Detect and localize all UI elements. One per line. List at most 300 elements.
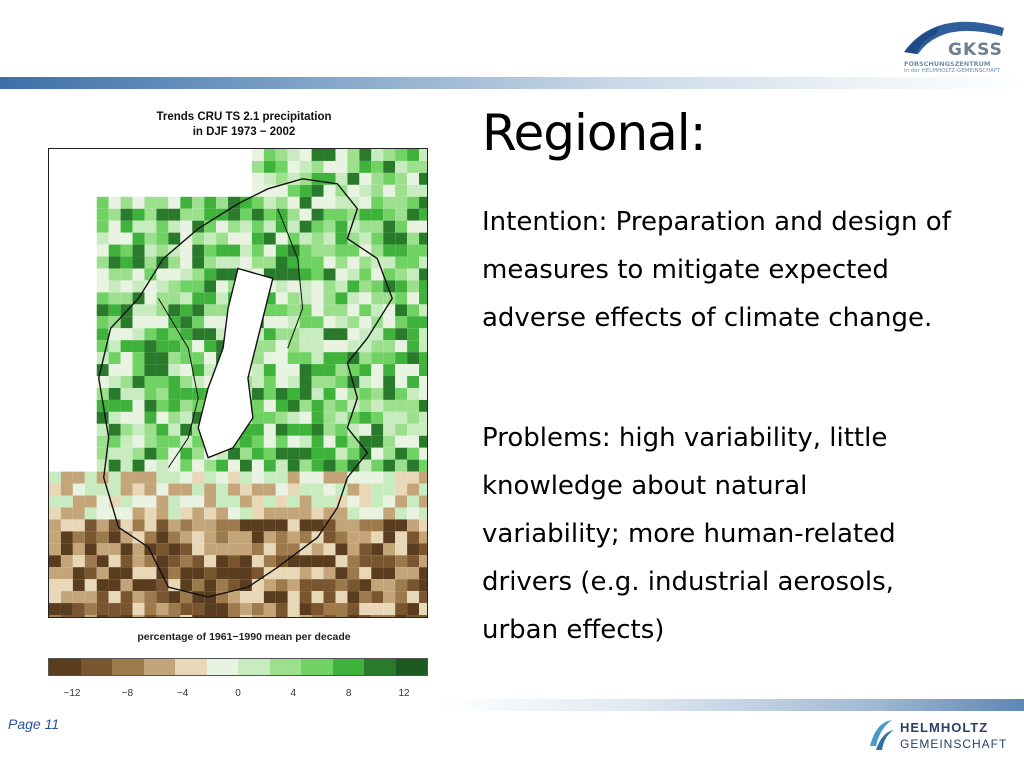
map-cell [383,161,395,173]
map-cell [288,197,300,209]
map-cell [73,531,85,543]
map-cell [252,603,264,615]
map-cell [335,197,347,209]
map-cell [359,412,371,424]
map-cell [264,316,276,328]
map-cell [168,484,180,496]
map-cell [419,352,428,364]
map-cell [97,197,109,209]
map-cell [121,268,133,280]
map-cell [121,496,133,508]
map-cell [192,268,204,280]
map-cell [312,197,324,209]
map-cell [240,197,252,209]
map-cell [407,161,419,173]
map-cell [49,567,61,579]
figure-title-line-2: in DJF 1973 − 2002 [192,126,296,138]
map-cell [216,519,228,531]
map-cell [85,579,97,591]
logo-wordmark: GKSS [948,40,1003,60]
map-cell [144,460,156,472]
map-cell [276,280,288,292]
map-cell [49,579,61,591]
map-cell [383,257,395,269]
map-cell [288,436,300,448]
map-cell [252,233,264,245]
map-cell [192,448,204,460]
map-cell [192,304,204,316]
map-cell [252,364,264,376]
map-cell [276,412,288,424]
map-cell [371,591,383,603]
colorbar-swatch [238,659,270,675]
map-cell [168,209,180,221]
map-cell [168,543,180,555]
map-cell [276,233,288,245]
map-cell [240,555,252,567]
map-cell [324,615,336,618]
map-cell [133,388,145,400]
map-cell [371,543,383,555]
map-cell [300,233,312,245]
map-cell [419,507,428,519]
map-cell [395,603,407,615]
map-cell [121,436,133,448]
map-cell [276,424,288,436]
map-cell [264,233,276,245]
map-cell [312,173,324,185]
map-cell [371,173,383,185]
map-cell [97,615,109,618]
map-cell [252,448,264,460]
map-cell [109,340,121,352]
map-cell [324,221,336,233]
map-cell [180,555,192,567]
map-cell [419,496,428,508]
map-cell [347,161,359,173]
map-cell [324,412,336,424]
map-cell [168,364,180,376]
map-cell [419,197,428,209]
map-cell [324,257,336,269]
map-cell [383,173,395,185]
map-cell [204,579,216,591]
map-cell [180,472,192,484]
map-cell [109,424,121,436]
colorbar [48,658,428,676]
map-cell [395,364,407,376]
map-cell [359,496,371,508]
map-cell [300,412,312,424]
map-cell [383,591,395,603]
map-cell [347,149,359,161]
map-cell [240,233,252,245]
map-cell [419,388,428,400]
map-cell [276,400,288,412]
map-cell [180,197,192,209]
map-cell [371,412,383,424]
map-cell [252,555,264,567]
map-cell [228,543,240,555]
map-cell [359,257,371,269]
colorbar-tick-label: 0 [235,688,241,699]
map-cell [395,400,407,412]
map-cell [288,209,300,221]
map-cell [192,615,204,618]
map-cell [144,233,156,245]
map-cell [312,292,324,304]
map-cell [228,615,240,618]
map-cell [395,209,407,221]
colorbar-swatch [270,659,302,675]
map-cell [335,221,347,233]
map-cell [371,460,383,472]
map-cell [276,376,288,388]
map-cell [240,436,252,448]
map-cell [407,304,419,316]
map-cell [204,340,216,352]
map-cell [97,507,109,519]
map-cell [371,507,383,519]
map-cell [133,507,145,519]
map-cell [419,376,428,388]
map-cell [133,519,145,531]
map-cell [216,603,228,615]
map-cell [276,567,288,579]
map-cell [395,519,407,531]
map-cell [276,484,288,496]
map-cell [97,209,109,221]
map-cell [264,376,276,388]
map-cell [324,268,336,280]
bottom-accent-bar [440,699,1024,711]
figure-title-line-1: Trends CRU TS 2.1 precipitation [156,111,332,123]
map-cell [204,603,216,615]
map-cell [359,507,371,519]
map-cell [156,567,168,579]
map-cell [264,460,276,472]
map-cell [156,424,168,436]
map-cell [97,364,109,376]
map-cell [156,209,168,221]
map-cell [156,448,168,460]
map-cell [168,567,180,579]
map-cell [180,316,192,328]
map-cell [371,424,383,436]
map-cell [240,507,252,519]
map-cell [49,555,61,567]
map-cell [133,221,145,233]
map-cell [312,472,324,484]
map-cell [335,460,347,472]
map-cell [133,472,145,484]
map-cell [168,280,180,292]
map-cell [133,352,145,364]
map-cell [407,257,419,269]
map-cell [324,161,336,173]
map-cell [133,364,145,376]
map-cell [312,555,324,567]
map-cell [168,328,180,340]
map-cell [312,460,324,472]
logo-subtitle-2: in der HELMHOLTZ-GEMEINSCHAFT [904,68,1001,74]
map-cell [288,543,300,555]
map-cell [156,412,168,424]
map-cell [121,615,133,618]
map-cell [383,316,395,328]
map-cell [383,436,395,448]
map-cell [264,472,276,484]
map-cell [359,472,371,484]
map-cell [168,412,180,424]
map-cell [121,388,133,400]
map-cell [204,555,216,567]
map-cell [121,424,133,436]
map-cell [324,328,336,340]
map-cell [121,352,133,364]
map-cell [264,507,276,519]
map-cell [133,615,145,618]
map-cell [407,543,419,555]
map-cell [407,400,419,412]
map-cell [240,209,252,221]
map-cell [359,364,371,376]
map-cell [121,591,133,603]
map-cell [180,292,192,304]
map-cell [419,328,428,340]
map-cell [252,496,264,508]
map-cell [347,185,359,197]
map-cell [109,412,121,424]
map-cell [288,400,300,412]
map-cell [168,507,180,519]
map-cell [121,412,133,424]
map-cell [276,543,288,555]
map-cell [300,161,312,173]
map-cell [192,507,204,519]
map-cell [383,233,395,245]
map-cell [335,615,347,618]
map-cell [359,519,371,531]
map-cell [121,579,133,591]
map-cell [312,316,324,328]
map-cell [97,436,109,448]
map-cell [300,197,312,209]
map-cell [49,496,61,508]
map-cell [97,496,109,508]
map-cell [419,484,428,496]
map-cell [407,615,419,618]
map-cell [347,173,359,185]
map-cell [335,245,347,257]
map-cell [300,424,312,436]
map-cell [383,400,395,412]
map-cell [371,567,383,579]
map-cell [168,472,180,484]
map-cell [180,448,192,460]
map-cell [288,376,300,388]
map-cell [276,352,288,364]
map-cell [419,316,428,328]
map-cell [324,233,336,245]
map-cell [109,615,121,618]
map-cell [252,484,264,496]
colorbar-swatch [49,659,81,675]
map-cell [252,412,264,424]
map-cell [335,328,347,340]
map-cell [276,579,288,591]
map-cell [97,257,109,269]
map-cell [85,472,97,484]
map-cell [395,484,407,496]
map-cell [133,496,145,508]
map-cell [121,484,133,496]
map-cell [383,543,395,555]
map-cell [407,591,419,603]
slide-heading: Regional: [482,104,706,162]
map-cell [97,412,109,424]
map-cell [109,233,121,245]
map-cell [407,209,419,221]
map-cell [144,364,156,376]
map-cell [324,185,336,197]
map-cell [216,304,228,316]
map-cell [85,496,97,508]
map-cell [49,472,61,484]
colorbar-swatch [144,659,176,675]
map-cell [109,245,121,257]
map-cell [49,603,61,615]
trend-map [48,148,428,618]
map-cell [180,579,192,591]
map-cell [324,436,336,448]
map-cell [264,400,276,412]
map-cell [407,364,419,376]
map-cell [61,519,73,531]
map-cell [168,424,180,436]
map-cell [312,543,324,555]
map-cell [240,448,252,460]
map-cell [419,257,428,269]
map-cell [359,280,371,292]
map-cell [168,531,180,543]
map-cell [180,376,192,388]
map-cell [109,460,121,472]
map-cell [133,376,145,388]
map-cell [312,149,324,161]
map-cell [312,567,324,579]
map-cell [192,328,204,340]
map-cell [276,436,288,448]
map-cell [240,615,252,618]
map-cell [216,531,228,543]
map-cell [347,352,359,364]
map-cell [335,376,347,388]
map-cell [312,209,324,221]
map-cell [312,364,324,376]
map-cell [156,245,168,257]
map-cell [252,615,264,618]
map-cell [49,543,61,555]
map-cell [395,233,407,245]
map-cell [395,316,407,328]
map-cell [204,257,216,269]
map-cell [407,185,419,197]
map-cell [371,376,383,388]
map-cell [121,448,133,460]
map-cell [240,472,252,484]
map-cell [180,209,192,221]
map-cell [216,233,228,245]
map-cell [288,328,300,340]
map-cell [383,197,395,209]
map-cell [204,233,216,245]
map-cell [419,436,428,448]
map-cell [395,161,407,173]
map-cell [359,424,371,436]
map-cell [109,316,121,328]
map-cell [180,567,192,579]
map-cell [335,209,347,221]
map-cell [97,472,109,484]
map-cell [288,472,300,484]
map-cell [383,209,395,221]
map-cell [204,543,216,555]
map-cell [228,603,240,615]
map-cell [228,507,240,519]
map-cell [395,388,407,400]
map-cell [383,567,395,579]
map-cell [395,424,407,436]
map-cell [109,376,121,388]
map-cell [288,185,300,197]
colorbar-swatch [396,659,428,675]
map-cell [335,436,347,448]
colorbar-tick-label: 4 [290,688,297,699]
map-cell [97,567,109,579]
map-cell [359,400,371,412]
map-cell [300,519,312,531]
map-cell [216,567,228,579]
map-cell [180,603,192,615]
map-cell [264,603,276,615]
map-cell [133,209,145,221]
map-cell [121,221,133,233]
map-cell [133,603,145,615]
map-cell [144,448,156,460]
map-cell [312,328,324,340]
map-cell [264,555,276,567]
map-cell [276,603,288,615]
map-cell [192,352,204,364]
map-cell [228,484,240,496]
map-cell [264,496,276,508]
map-cell [73,591,85,603]
map-cell [419,268,428,280]
map-cell [359,615,371,618]
map-cell [144,340,156,352]
map-cell [156,460,168,472]
map-cell [61,472,73,484]
helmholtz-swirl-icon [866,716,896,756]
map-cell [144,209,156,221]
map-cell [347,484,359,496]
map-cell [133,460,145,472]
map-cell [216,615,228,618]
map-cell [335,412,347,424]
map-cell [121,328,133,340]
map-cell [383,507,395,519]
